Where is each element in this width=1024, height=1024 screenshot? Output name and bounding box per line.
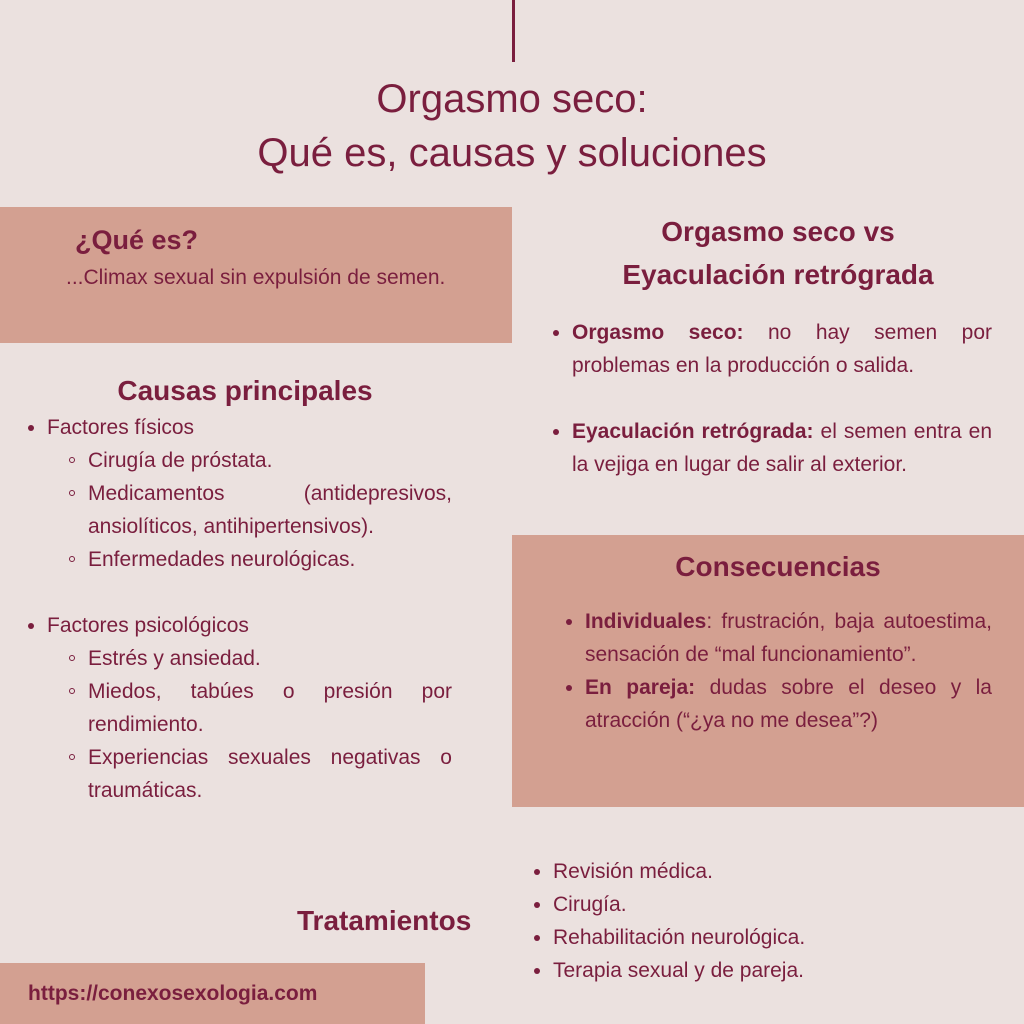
que-es-box bbox=[0, 207, 512, 343]
list-item: Enfermedades neurológicas. bbox=[88, 543, 452, 576]
list-item bbox=[585, 605, 992, 671]
list-item: Experiencias sexuales negativas o traumáticas. bbox=[88, 741, 452, 807]
list-item: Medicamentos (antidepresivos, ansiolíticos, antihipertensivos). bbox=[88, 477, 452, 543]
list-item bbox=[572, 415, 992, 481]
list-item bbox=[47, 411, 452, 576]
term: Individuales bbox=[585, 610, 707, 633]
list-item bbox=[572, 316, 992, 382]
group-label: Factores psicológicos bbox=[47, 614, 249, 637]
comparison-heading-line-1: Orgasmo seco vs bbox=[661, 216, 895, 247]
website-link[interactable]: https://conexosexologia.com bbox=[28, 982, 318, 1005]
footer-box bbox=[0, 963, 425, 1024]
comparison-list bbox=[572, 316, 992, 481]
list-item: Rehabilitación neurológica. bbox=[553, 921, 973, 954]
list-item: Revisión médica. bbox=[553, 855, 973, 888]
consecuencias-box bbox=[512, 535, 1024, 807]
list-item: Cirugía. bbox=[553, 888, 973, 921]
list-item bbox=[47, 609, 452, 807]
tratamientos-heading: Tratamientos bbox=[297, 905, 472, 936]
title-line-2: Qué es, causas y soluciones bbox=[257, 131, 767, 175]
sublist bbox=[88, 444, 452, 576]
decorative-line bbox=[512, 0, 515, 62]
description: dudas sobre el deseo y la atracción (“¿ya no me desea”?) bbox=[585, 676, 992, 732]
page-title bbox=[0, 72, 1024, 180]
description: : frustración, baja autoestima, sensación de “mal funcionamiento”. bbox=[585, 610, 992, 666]
term: En pareja: bbox=[585, 676, 696, 699]
list-item: Estrés y ansiedad. bbox=[88, 642, 452, 675]
comparison-heading-line-2: Eyaculación retrógrada bbox=[622, 259, 934, 290]
list-item bbox=[585, 671, 992, 737]
list-item: Terapia sexual y de pareja. bbox=[553, 954, 973, 987]
que-es-heading: ¿Qué es? bbox=[75, 225, 199, 255]
causas-heading: Causas principales bbox=[117, 375, 373, 406]
que-es-text: ...Climax sexual sin expulsión de semen. bbox=[66, 266, 446, 289]
list-item: Miedos, tabúes o presión por rendimiento. bbox=[88, 675, 452, 741]
consecuencias-heading: Consecuencias bbox=[675, 551, 881, 582]
list-item: Cirugía de próstata. bbox=[88, 444, 452, 477]
term: Orgasmo seco: bbox=[572, 321, 744, 344]
term: Eyaculación retrógrada: bbox=[572, 420, 814, 443]
comparison-heading bbox=[530, 210, 1024, 296]
consecuencias-list bbox=[585, 605, 992, 737]
group-label: Factores físicos bbox=[47, 416, 195, 439]
description: el semen entra en la vejiga en lugar de salir al exterior. bbox=[572, 420, 992, 476]
description: no hay semen por problemas en la producción o salida. bbox=[572, 321, 993, 377]
causas-list bbox=[47, 411, 452, 807]
title-line-1: Orgasmo seco: bbox=[376, 77, 648, 121]
sublist bbox=[88, 642, 452, 807]
tratamientos-list bbox=[553, 855, 973, 987]
